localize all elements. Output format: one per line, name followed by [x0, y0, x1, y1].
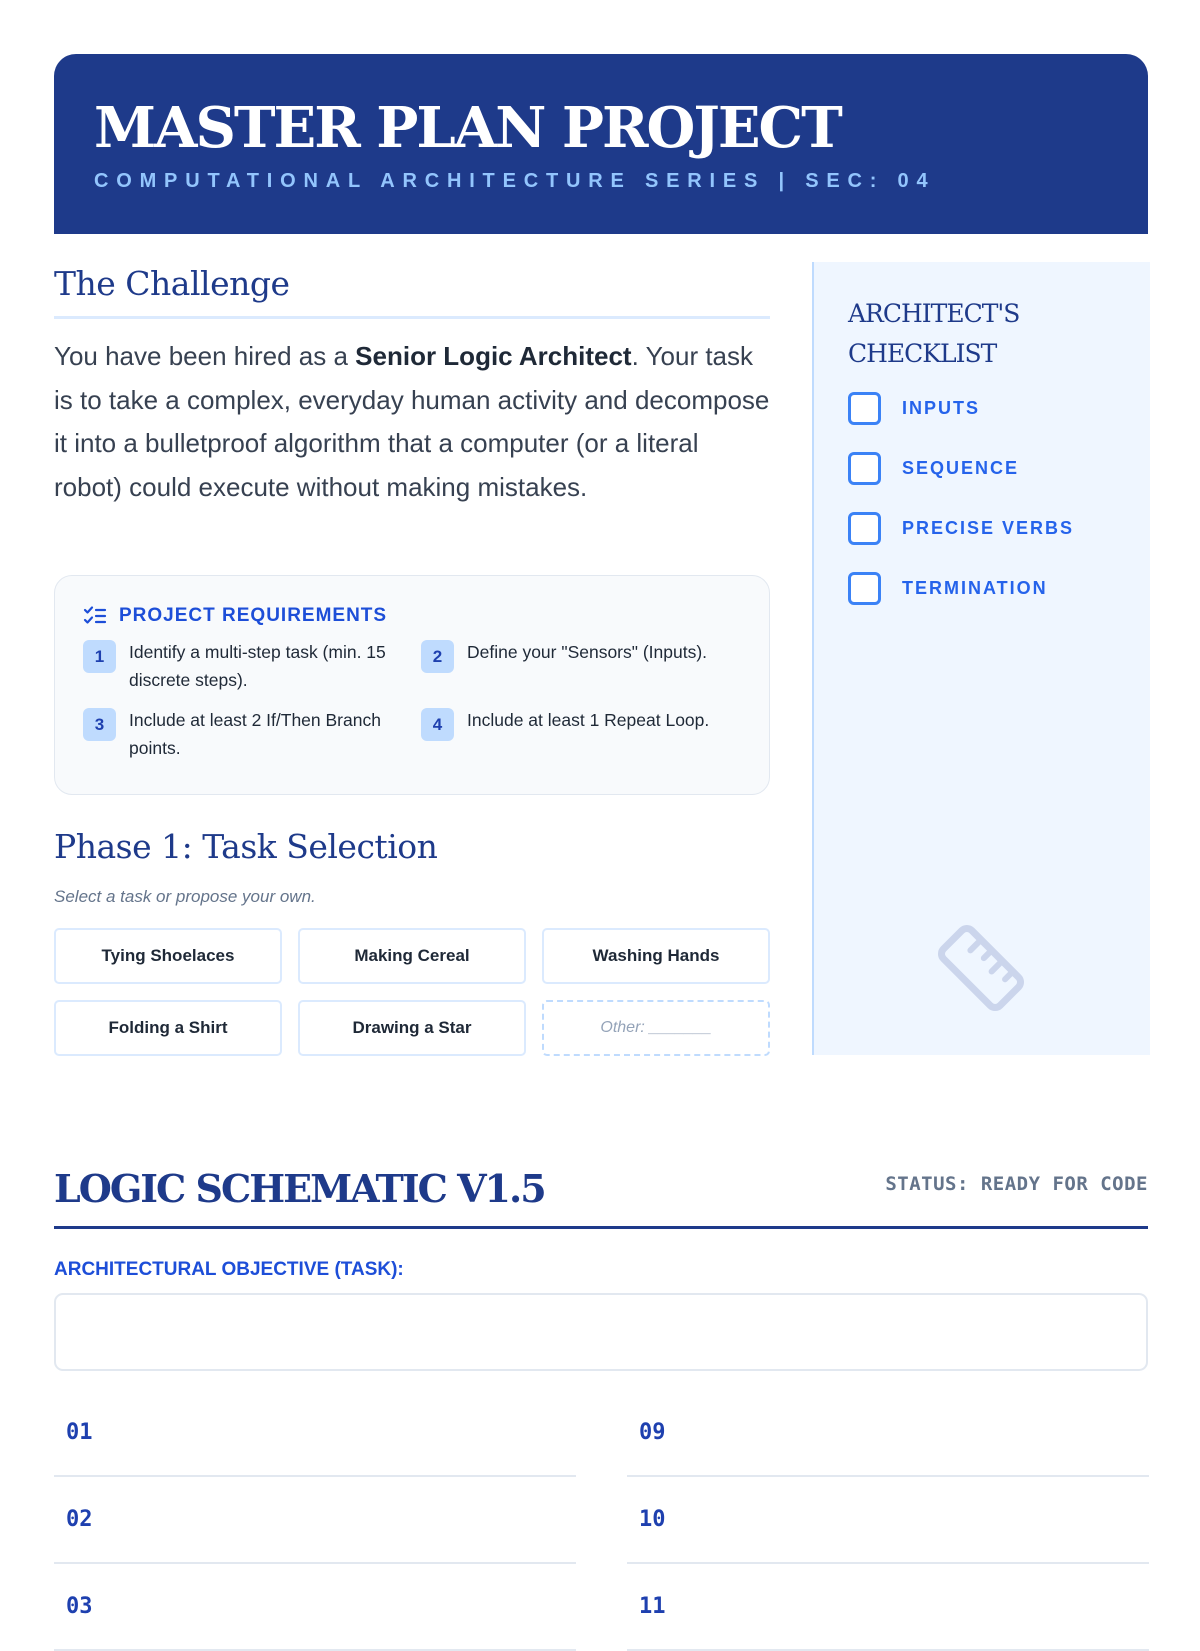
- page-header: [54, 54, 1148, 234]
- checkbox[interactable]: [848, 452, 881, 485]
- checklist-label: TERMINATION: [902, 578, 1048, 598]
- task-option-other[interactable]: Other: _______: [542, 1000, 770, 1056]
- requirement-number: 3: [83, 708, 116, 741]
- step-number: 11: [639, 1594, 666, 1619]
- requirement-item: [83, 706, 403, 762]
- requirement-text: Include at least 2 If/Then Branch points.: [129, 710, 381, 758]
- requirements-title-text: PROJECT REQUIREMENTS: [119, 605, 388, 626]
- checklist-label: PRECISE VERBS: [902, 518, 1075, 538]
- status-badge: STATUS: READY FOR CODE: [885, 1173, 1148, 1195]
- intro-role: Senior Logic Architect: [355, 341, 632, 371]
- step-number: 02: [66, 1507, 93, 1532]
- main-content: [54, 262, 770, 1037]
- requirement-item: [421, 706, 741, 741]
- checklist-item-sequence: [848, 452, 1150, 485]
- page-subtitle: COMPUTATIONAL ARCHITECTURE SERIES | SEC: 04: [94, 170, 936, 192]
- task-option-cereal[interactable]: Making Cereal: [298, 928, 526, 984]
- phase1-hint: Select a task or propose your own.: [54, 887, 316, 906]
- intro-text-end: . Your task is to take a complex, everyday human activity and decompose it into a bulletproof algorithm that a computer (or a literal robot) could execute without making mistakes.: [54, 341, 770, 502]
- requirement-number: 4: [421, 708, 454, 741]
- checklist: [848, 392, 1150, 605]
- checklist-item-inputs: [848, 392, 1150, 425]
- checklist-item-termination: [848, 572, 1150, 605]
- ruler-icon: [926, 913, 1036, 1023]
- challenge-heading: The Challenge: [54, 262, 770, 319]
- task-option-shoelaces[interactable]: Tying Shoelaces: [54, 928, 282, 984]
- requirement-number: 1: [83, 640, 116, 673]
- checkbox[interactable]: [848, 572, 881, 605]
- step-row[interactable]: [627, 1564, 1149, 1651]
- requirement-item: [83, 638, 403, 694]
- step-row[interactable]: [54, 1477, 576, 1564]
- step-number: 10: [639, 1507, 666, 1532]
- checklist-sidebar: [812, 262, 1150, 1055]
- step-number: 09: [639, 1420, 666, 1445]
- phase1-heading: Phase 1: Task Selection: [54, 827, 438, 866]
- step-row[interactable]: [627, 1390, 1149, 1477]
- requirement-text: Define your "Sensors" (Inputs).: [467, 642, 708, 662]
- checklist-icon: [83, 605, 107, 627]
- step-row[interactable]: [627, 1477, 1149, 1564]
- checkbox[interactable]: [848, 392, 881, 425]
- challenge-intro: [54, 335, 770, 509]
- step-number: 03: [66, 1594, 93, 1619]
- objective-input[interactable]: [54, 1293, 1148, 1371]
- schematic-title: LOGIC SCHEMATIC V1.5: [54, 1166, 545, 1211]
- page-title: MASTER PLAN PROJECT: [94, 95, 841, 161]
- requirement-text: Include at least 1 Repeat Loop.: [467, 710, 710, 730]
- requirement-text: Identify a multi-step task (min. 15 discrete steps).: [129, 642, 386, 690]
- requirements-box: [54, 575, 770, 795]
- section-divider: [54, 1226, 1148, 1229]
- objective-label: ARCHITECTURAL OBJECTIVE (TASK):: [54, 1259, 404, 1280]
- step-number: 01: [66, 1420, 93, 1445]
- requirements-title: [83, 602, 741, 630]
- intro-text-start: You have been hired as a: [54, 341, 356, 371]
- checkbox[interactable]: [848, 512, 881, 545]
- step-row[interactable]: [54, 1564, 576, 1651]
- checklist-title: ARCHITECT'S CHECKLIST: [848, 299, 1020, 368]
- task-option-hands[interactable]: Washing Hands: [542, 928, 770, 984]
- step-row[interactable]: [54, 1390, 576, 1477]
- task-option-star[interactable]: Drawing a Star: [298, 1000, 526, 1056]
- requirement-item: [421, 638, 741, 673]
- checklist-label: INPUTS: [902, 398, 981, 418]
- task-option-shirt[interactable]: Folding a Shirt: [54, 1000, 282, 1056]
- requirement-number: 2: [421, 640, 454, 673]
- checklist-item-precise-verbs: [848, 512, 1150, 545]
- checklist-label: SEQUENCE: [902, 458, 1020, 478]
